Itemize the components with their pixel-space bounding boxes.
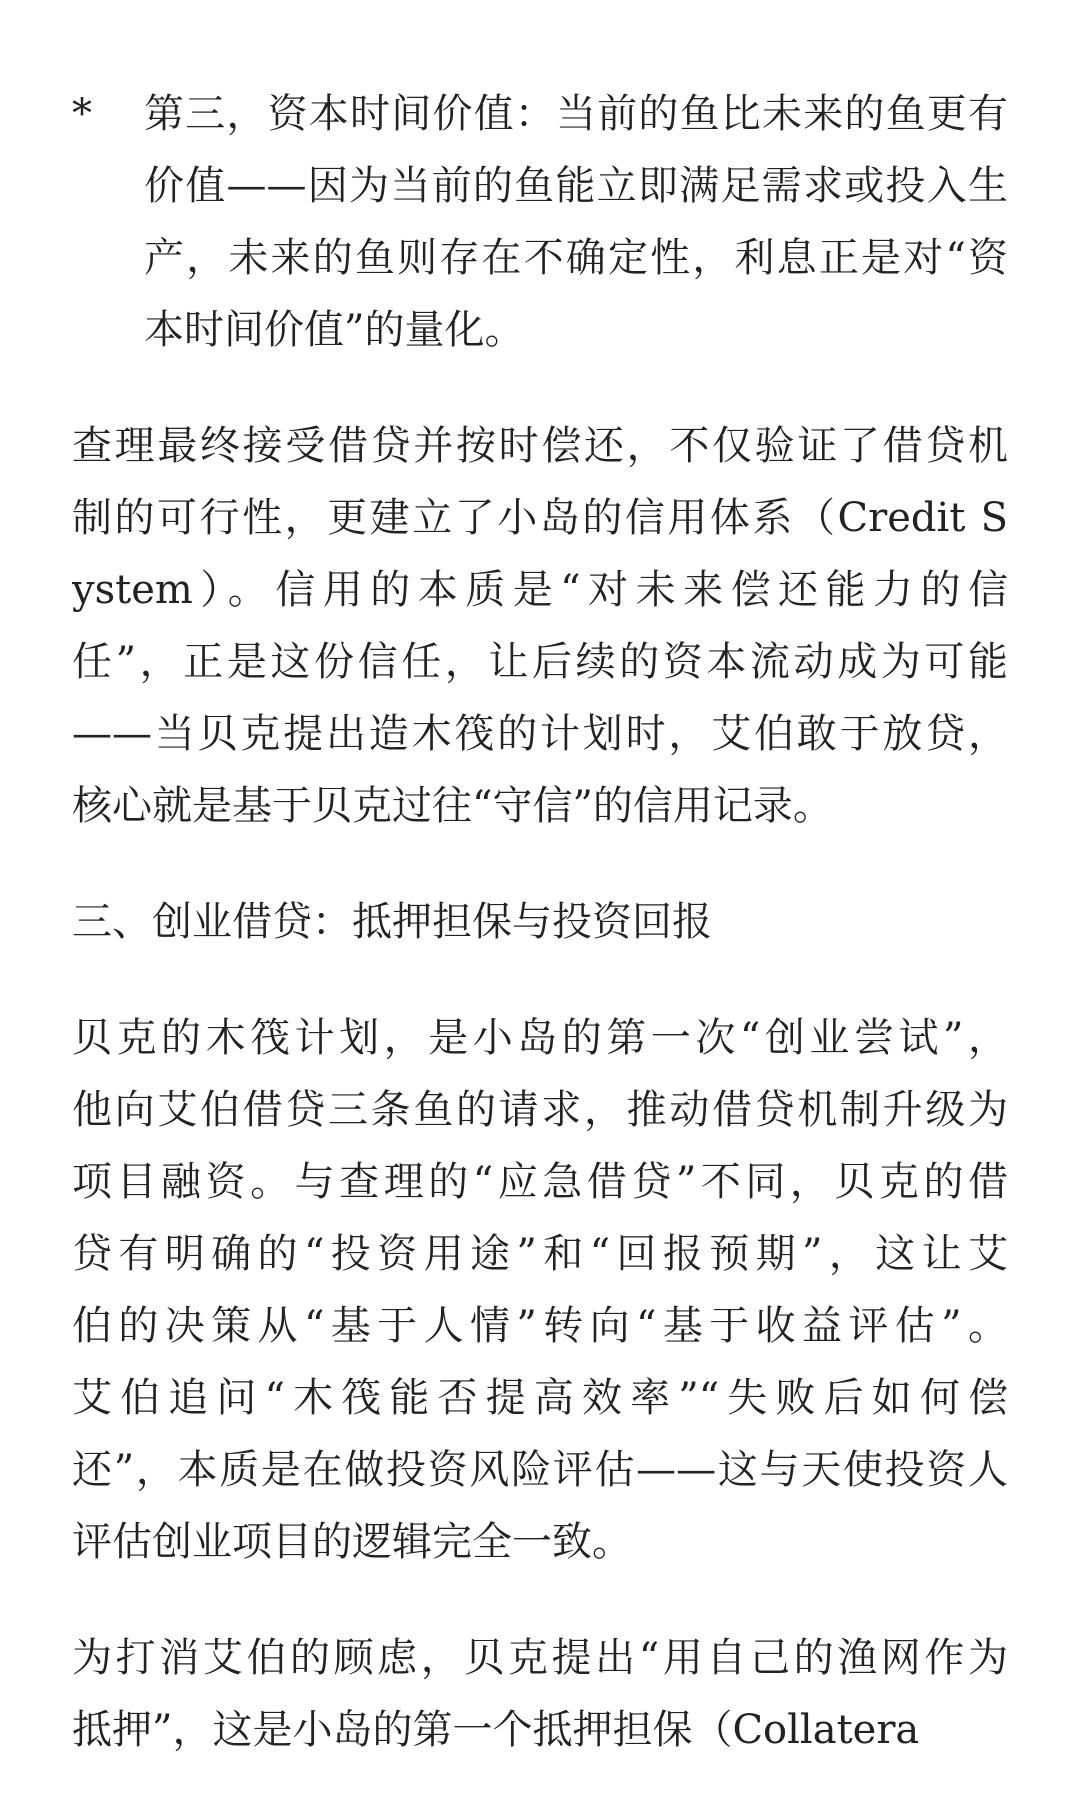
paragraph-credit-system (72, 410, 1008, 842)
text-line: 本时间价值”的量化。 (144, 307, 525, 353)
text-line: 核心就是基于贝克过往“守信”的信用记录。 (72, 783, 833, 829)
text-line: 评估创业项目的逻辑完全一致。 (72, 1519, 632, 1565)
text-line: 项目融资。与查理的“应急借贷”不同，贝克的借 (72, 1159, 1008, 1205)
text-line: 他向艾伯借贷三条鱼的请求，推动借贷机制升级为 (72, 1087, 1008, 1133)
paragraph-raft-plan (72, 1002, 1008, 1578)
bullet-marker: * (72, 91, 92, 137)
text-line: 制的可行性，更建立了小岛的信用体系（Credit S (72, 495, 1008, 541)
text-line: 第三，资本时间价值：当前的鱼比未来的鱼更有 (144, 91, 1008, 137)
paragraph-collateral (72, 1622, 1008, 1766)
text-line: 艾伯追问“木筏能否提高效率”“失败后如何偿 (72, 1375, 1008, 1421)
text-line: 任”，正是这份信任，让后续的资本流动成为可能 (72, 639, 1008, 685)
text-line: 抵押”，这是小岛的第一个抵押担保（Collatera (72, 1707, 920, 1753)
text-line: 伯的决策从“基于人情”转向“基于收益评估”。 (72, 1303, 1008, 1349)
text-line: ——当贝克提出造木筏的计划时，艾伯敢于放贷， (72, 711, 1008, 757)
text-line: 查理最终接受借贷并按时偿还，不仅验证了借贷机 (72, 423, 1008, 469)
article-body (72, 78, 1008, 1810)
text-line: 还”，本质是在做投资风险评估——这与天使投资人 (72, 1447, 1008, 1493)
section-heading: 三、创业借贷：抵押担保与投资回报 (72, 899, 712, 945)
bullet-item-time-value (72, 78, 1008, 366)
text-line: 为打消艾伯的顾虑，贝克提出“用自己的渔网作为 (72, 1635, 1008, 1681)
text-line: 贷有明确的“投资用途”和“回报预期”，这让艾 (72, 1231, 1008, 1277)
text-line: 价值——因为当前的鱼能立即满足需求或投入生 (144, 163, 1008, 209)
text-line: ystem）。信用的本质是“对未来偿还能力的信 (72, 567, 1008, 613)
text-line: 贝克的木筏计划，是小岛的第一次“创业尝试”， (72, 1015, 1008, 1061)
text-line: 产，未来的鱼则存在不确定性，利息正是对“资 (144, 235, 1008, 281)
